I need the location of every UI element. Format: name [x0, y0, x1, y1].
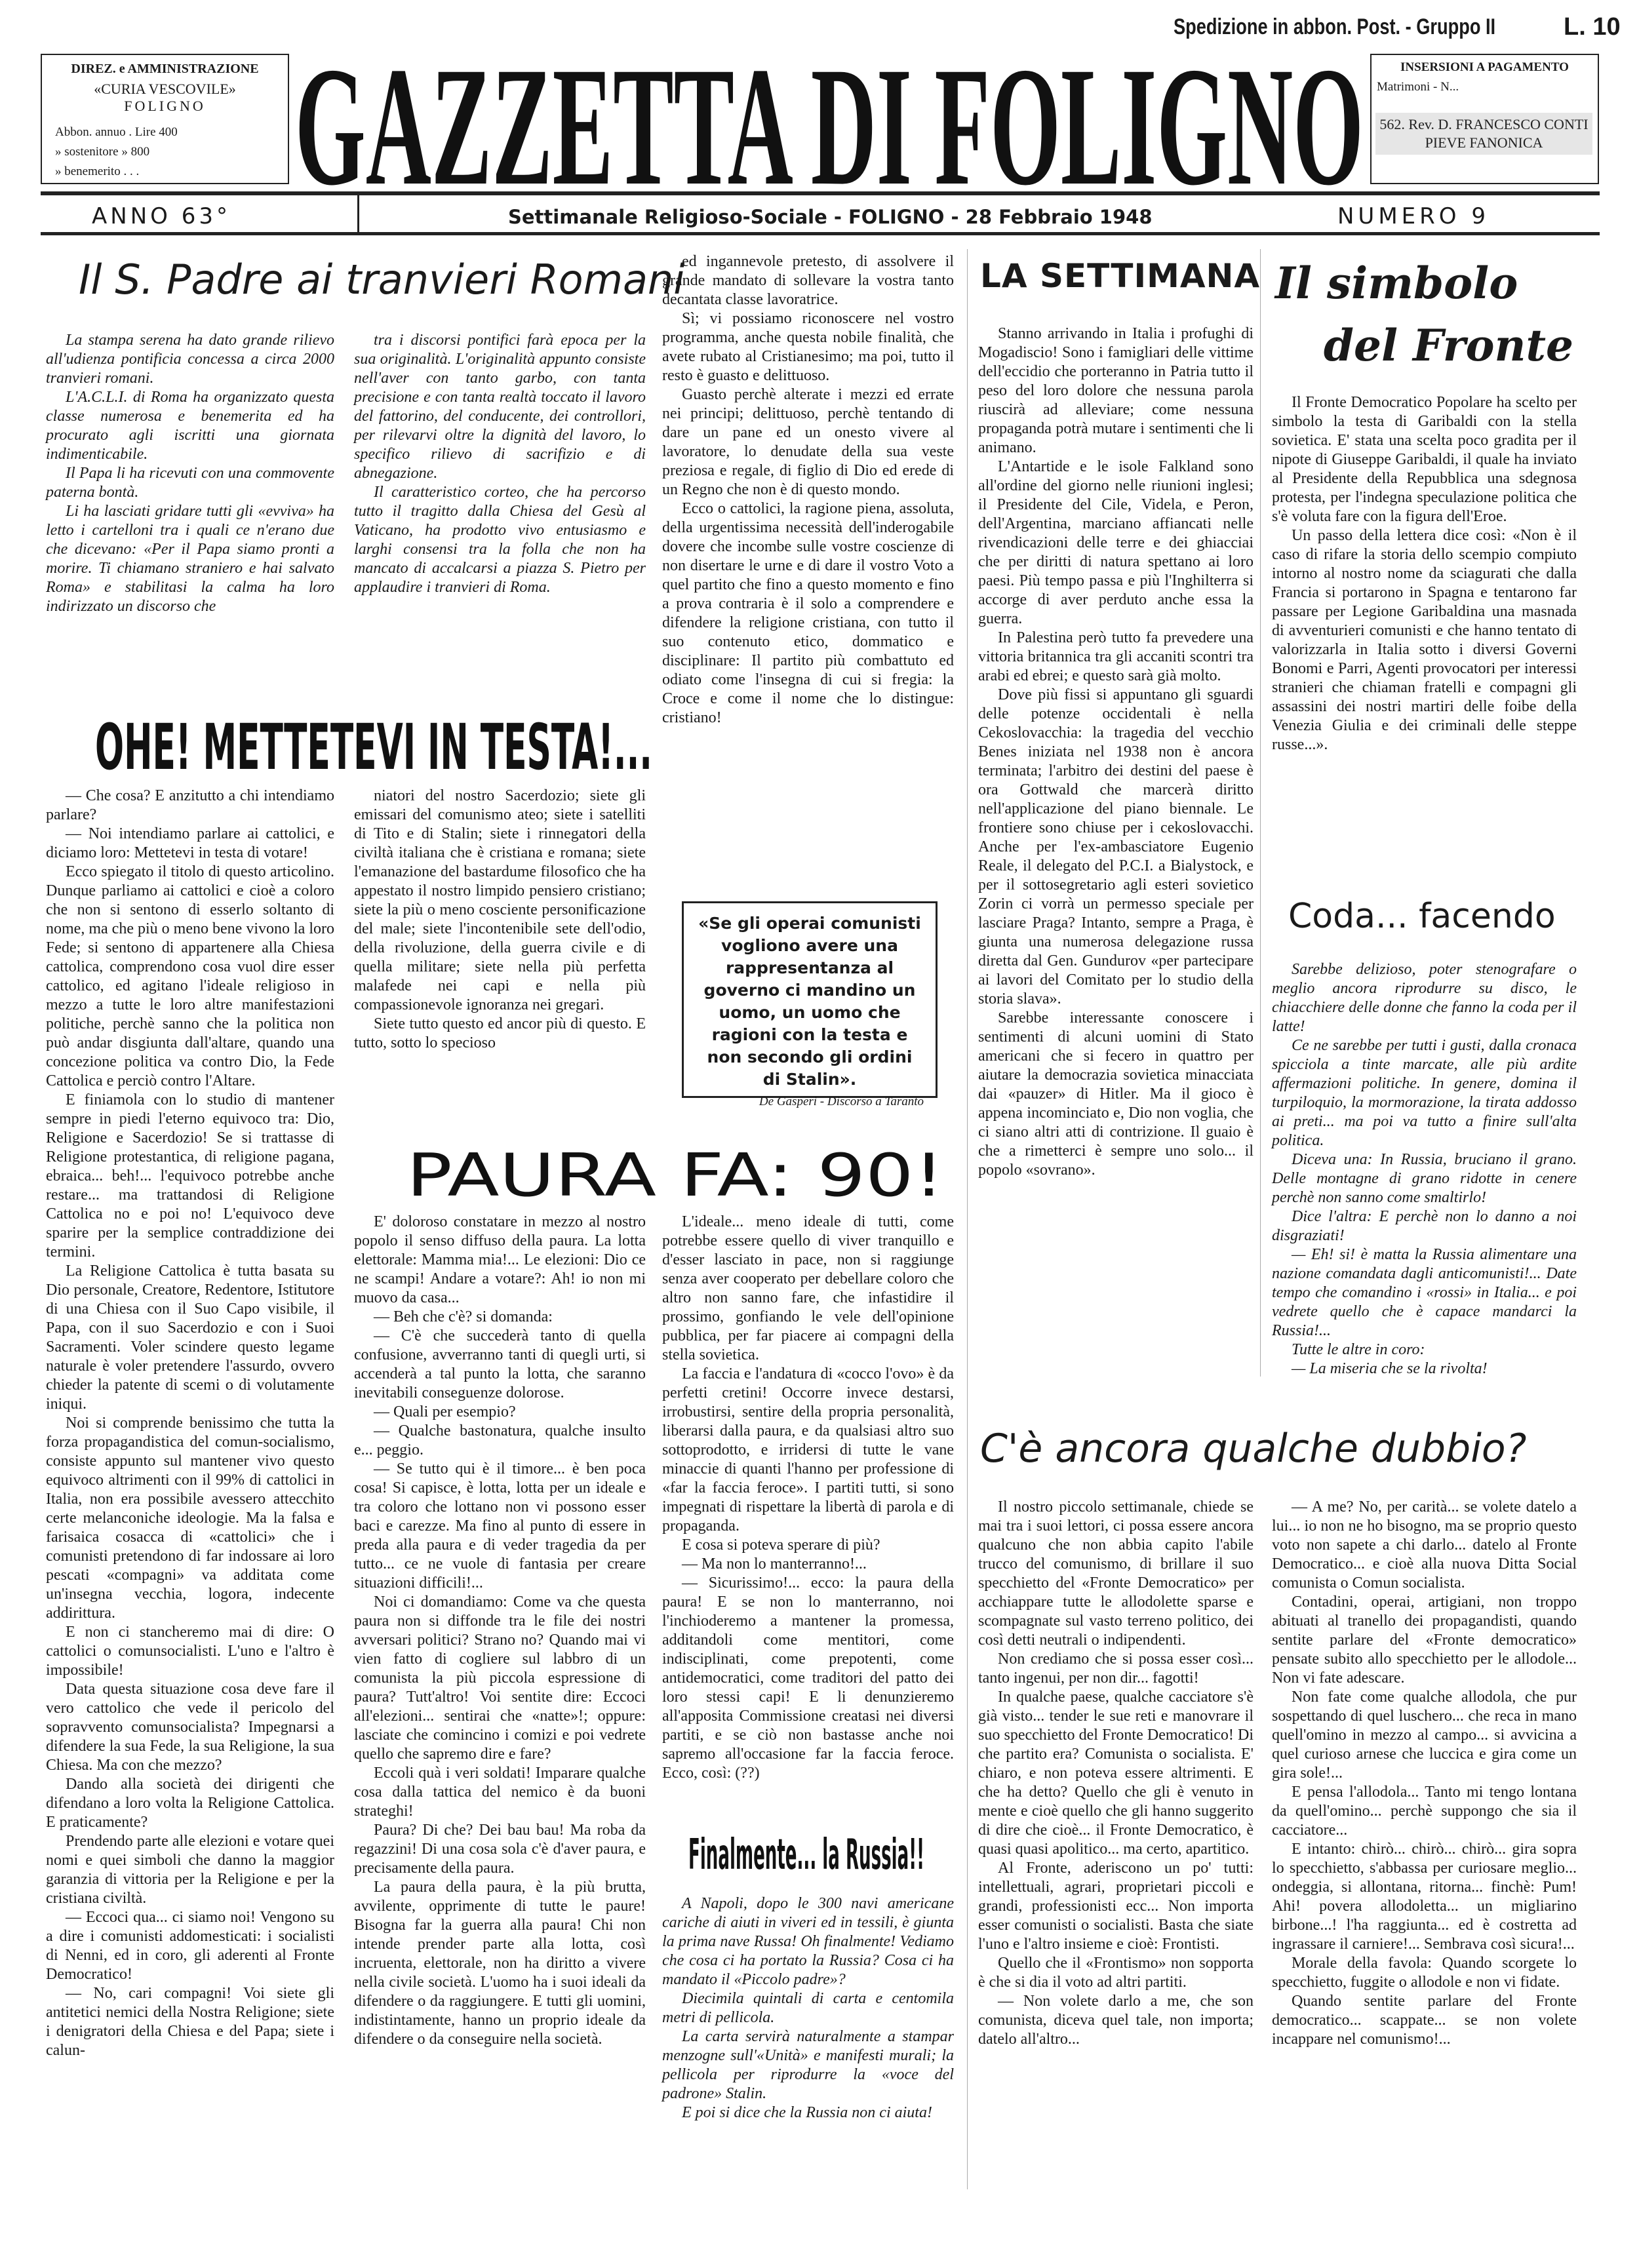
paragraph: E cosa si poteva sperare di più?	[682, 1536, 880, 1554]
paragraph: E finiamola con lo studio di mantener sempre in piedi l'eterno equivoco tra: Dio, Religione e Sacerdozio! Se si trattasse di Religione protestantica, di religione pagana, ebraica... beh!... l'equivoco potrebbe anche restare... ma trattandosi di Religione Cattolica no e poi no! L'equivoco deve sparire per la semplice contraddizione dei termini.	[46, 1091, 334, 1261]
paragraph: niatori del nostro Sacerdozio; siete gli emissari del comunismo ateo; siete i satelliti di Tito e di Stalin; siete i rinnegatori della civiltà italiana che è cristiana e romana; siete l'emanazione del bastardume filosofico che ha appestato il nostro limpido pensiero cristiano; siete la più o meno cosciente personificazione del male; siete l'incontenibile sete dell'odio, della rivoluzione, della guerra civile e di quella militare; siete nella più perfetta malafede nei capi e nella più compassionevole ignoranza nei gregari.	[354, 787, 646, 1013]
paragraph: Al Fronte, aderiscono un po' tutti: intellettuali, agrari, proprietari piccoli e grandi, professionisti ecc... Non importa esser comunisti o socialisti. Basta che siate l'uno e l'altro insieme e cioè: Frontisti.	[978, 1860, 1254, 1953]
paragraph: Dando alla società dei dirigenti che difendano a loro volta la Religione Cattolica. E praticamente?	[46, 1776, 334, 1831]
paragraph: — Se tutto qui è il timore... è ben poca cosa! Si capisce, è lotta, lotta per un ideale e tra coloro che lottano non vi possono esser baci e carezze. Ma fino al punto di essere in preda alla paura e di veder tragedia da per tutto... ce ne vuole di fantasia per creare situazioni difficili!...	[354, 1460, 646, 1592]
article-ohe-col3	[662, 252, 954, 728]
paragraph: Il Papa li ha ricevuti con una commovente paterna bontà.	[46, 465, 334, 501]
article-title-simbolo-line2: del Fronte	[1323, 320, 1573, 371]
quote-text: «Se gli operai comunisti vogliono avere una rappresentanza al governo ci mandino un uomo, un uomo che ragioni con la testa e non secondo gli ordini di Stalin».	[698, 914, 921, 1089]
article-simbolo-body	[1272, 393, 1577, 754]
article-title-paura-text: PAURA FA: 90!	[406, 1141, 944, 1203]
paragraph: — Eccoci qua... ci siamo noi! Vengono su a dire i comunisti addomesticati: i socialisti di Nenni, ed in coro, gli aderenti al Fronte Democratico!	[46, 1909, 334, 1983]
paragraph: — Sicurissimo!... ecco: la paura della paura! E se non lo manterranno, noi l'inchioderemo a mantener la promessa, additandoli come mentitori, come indisciplinati, come prepotenti, come antidemocratici, come traditori del patto dei loro stessi capi! E li denunzieremo all'apposita Commissione creatasi nei diversi partiti, e se ciò non bastasse anche noi sapremo all'occasione far la faccia feroce. Ecco, così: (??)	[662, 1574, 954, 1782]
postage-note: Spedizione in abbon. Post. - Gruppo II	[1174, 14, 1496, 39]
article-ohe-col1	[46, 787, 334, 2060]
paragraph: La stampa serena ha dato grande rilievo all'udienza pontificia concessa a circa 2000 tranvieri romani.	[46, 332, 334, 387]
paragraph: E non ci stancheremo mai di dire: O cattolici o comunsocialisti. L'uno e l'altro è impossibile!	[46, 1624, 334, 1679]
paragraph: Ecco o cattolici, la ragione piena, assoluta, della urgentissima necessità dell'inderogabile dovere che incombe sulle vostre coscienze di non disertare le urne e di dare il vostro Voto a quel partito che fino a questo momento e fino a prova contraria è il solo a comprendere e difendere la religione cristiana, con tutto il suo contenuto etico, dommatico e disciplinare: Il partito più combattuto ed odiato come l'insegna di cui si fregia: la Croce e come il nome che lo distingue: cristiano!	[662, 500, 954, 726]
paragraph: Quello che il «Frontismo» non sopporta è che si dia il voto ad altri partiti.	[978, 1955, 1254, 1991]
paragraph: Non crediamo che si possa esser così... tanto ingenui, per non dir... fagotti!	[978, 1651, 1254, 1687]
paragraph: Li ha lasciati gridare tutti gli «evviva» ha letto i cartelloni tra i quali ce n'erano due che dicevano: «Per il Papa siamo pronti a morire. Ti chiamano straniero e hai salvato Roma» e stabilitasi la calma ha loro indirizzato un discorso che	[46, 503, 334, 615]
column-separator	[967, 249, 968, 2189]
ads-line: Matrimoni - N...	[1377, 80, 1459, 94]
paragraph: — C'è che succederà tanto di quella confusione, avverranno tanti di quegli urti, si accenderà a tal punto la lotta, che saranno inevitabili conseguenze dolorose.	[354, 1327, 646, 1401]
paragraph: Un passo della lettera dice così: «Non è il caso di rifare la storia dello scempio compiuto intorno al nostro nome da sciagurati che dalla Francia si portarono in Spagna e tentarono far passare per Legione Garibaldina una masnada di avventurieri comunisti e che hanno tentato di valorizzarla in Italia sotto i diversi Governi Bonomi e Parri, Agenti provocatori per interessi stranieri che chiaman fratelli e compagni gli assassini dei nostri martiri delle foibe della Venezia Giulia e dei criminali delle steppe russe...».	[1272, 527, 1577, 753]
paragraph: Prendendo parte alle elezioni e votare quei nomi e quei simboli che danno la maggior garanzia di vittoria per la Religione e per la cristiana civiltà.	[46, 1833, 334, 1907]
paragraph: La Religione Cattolica è tutta basata su Dio personale, Creatore, Redentore, Istitutore di una Chiesa con il Suo Capo visibile, il Papa, con il suo Sacerdozio e con i Suoi Sacramenti. Voler scindere questo legame naturale è voler pretendere l'assurdo, ovvero chieder la patente di scemi o di volutamente iniqui.	[46, 1262, 334, 1413]
article-title-settimana: LA SETTIMANA	[980, 257, 1261, 295]
paragraph: Ce ne sarebbe per tutti i gusti, dalla cronaca spicciola a tinte marcate, alle più ardite affermazioni politiche. In genere, domina il turpiloquio, la mormorazione, la tirata addosso ai preti... ma poi va tutto a finire sull'alta politica.	[1272, 1037, 1577, 1149]
paragraph: Il caratteristico corteo, che ha percorso tutto il tragitto dalla Chiesa del Gesù al Vaticano, ha prodotto vivo entusiasmo e larghi consensi tra la folla che non ha mancato di accalcarsi a piazza S. Pietro per applaudire i tranvieri di Roma.	[354, 484, 646, 596]
paragraph: — Qualche bastonatura, qualche insulto e... peggio.	[354, 1422, 646, 1458]
paragraph: Sarebbe interessante conoscere i sentimenti di alcuni uomini di Stato americani che si fecero in quattro per aiutare la democrazia sovietica minacciata dai «pauzer» di Hitler. Ma il gioco è appena incominciato e, Dio non voglia, che ci siano altri atti di contrizione. Il guaio è che a rimetterci è sempre uno solo... il popolo «sovrano».	[978, 1009, 1254, 1179]
paragraph: — Che cosa? E anzitutto a chi intendiamo parlare?	[46, 787, 334, 823]
paragraph: L'A.C.L.I. di Roma ha organizzato questa classe numerosa e benemerita ed ha procurato agli iscritti una giornata indimenticabile.	[46, 389, 334, 463]
paragraph: E poi si dice che la Russia non ci aiuta!	[682, 2104, 932, 2121]
article-title-ohe	[95, 711, 652, 777]
paragraph: Eccoli quà i veri soldati! Imparare qualche cosa dalla tattica del nemico è da buoni strateghi!	[354, 1765, 646, 1820]
article-padre-col2	[354, 331, 646, 597]
article-coda-body	[1272, 960, 1577, 1378]
issue-number: NUMERO 9	[1337, 203, 1490, 229]
paragraph: L'Antartide e le isole Falkland sono all'ordine del giorno nelle riunioni inglesi; il Presidente del Cile, Videla, e Peron, dell'Argentina, marciano affiancati nelle rivendicazioni delle terre e dei ghiacciai che per diritti di natura spettano ai loro paesi. Più tempo passa e più l'Inghilterra si accorge di aver perduto anche essa la guerra.	[978, 458, 1254, 627]
subscription-annual: Abbon. annuo . Lire 400	[55, 125, 178, 139]
paragraph: La paura della paura, è la più brutta, avvilente, opprimente di tutte le paure! Bisogna far la guerra alla paura! Chi non intende prender parte alla lotta, così incruenta, elettorale, non ha diritto a vivere nella civile società. L'uomo ha i suoi ideali da difendere o da raggiungere. E tutti gli uomini, indistintamente, hanno un proprio ideale da difendere o da conseguire nella società.	[354, 1879, 646, 2048]
paragraph: — Beh che c'è? si domanda:	[374, 1308, 553, 1325]
paragraph: La carta servirà naturalmente a stampar menzogne sull'«Unità» e manifesti murali; la pellicola per riprodurre la «voce del padrone» Stalin.	[662, 2028, 954, 2102]
paragraph: Diecimila quintali di carta e centomila metri di pellicola.	[662, 1990, 954, 2026]
paragraph: La faccia e l'andatura di «cocco l'ovo» è da perfetti cretini! Occorre invece destarsi, irrobustirsi, sentire della propria personalità, liberarsi dalla paura, e da qualsiasi altro suo sottoprodotto, e irridersi di tutte le vane minaccie di quanti l'hanno per professione di «far la faccia feroce». I partiti tutti, si sono impegnati di rispettare la libertà di parola e di propaganda.	[662, 1365, 954, 1535]
paragraph: Il nostro piccolo settimanale, chiede se mai tra i suoi lettori, ci possa essere ancora qualcuno che non abbia capito l'abile trucco del comunismo, di brillare il suo specchietto del «Fronte Democratico» per acchiappare tutte le allodolette sparse e scompagnate sul vasto terreno politico, dei così detti neutrali o indipendenti.	[978, 1498, 1254, 1649]
paragraph: Sarebbe delizioso, poter stenografare o meglio ancora riprodurre su disco, le chiacchiere delle donne che fanno la coda per il latte!	[1272, 961, 1577, 1035]
masthead-title	[295, 52, 1364, 190]
article-title-paura	[406, 1141, 944, 1203]
paragraph: Sì; vi possiamo riconoscere nel vostro programma, anche questa nobile finalità, che avete rubato al Cristianesimo; ma poi, tutto il resto è guasto e delittuoso.	[662, 310, 954, 384]
address-label-name: 562. Rev. D. FRANCESCO CONTI	[1379, 116, 1589, 132]
year-label: ANNO 63°	[92, 203, 231, 229]
article-settimana-body	[978, 324, 1254, 1180]
article-russia-body	[662, 1894, 954, 2122]
paragraph: L'ideale... meno ideale di tutti, come potrebbe essere quello di viver tranquillo e d'esser lasciato in pace, non si raggiunge senza aver cooperato per debellare coloro che altro non sanno fare, che infastidire il prossimo, gonfiando le vele dell'opinione pubblica, per far piacere ai compagni della stella sovietica.	[662, 1213, 954, 1363]
paragraph: — A me? No, per carità... se volete datelo a lui... io non ne ho bisogno, ma se proprio questo voto non sapete a chi darlo... datelo al Fronte Democratico... e cioè alla nuova Ditta Social comunista o Comun socialista.	[1272, 1498, 1577, 1592]
paragraph: — Quali per esempio?	[374, 1403, 516, 1420]
paragraph: — No, cari compagni! Voi siete gli antitetici nemici della Nostra Religione; siete i denigratori della Chiesa e del Papa; siete i calun-	[46, 1985, 334, 2059]
header-rule-top	[41, 191, 1600, 195]
article-title-dubbio: C'è ancora qualche dubbio?	[980, 1426, 1527, 1472]
paragraph: Siete tutto questo ed ancor più di questo. E tutto, sotto lo specioso	[354, 1015, 646, 1051]
paragraph: Noi ci domandiamo: Come va che questa paura non si diffonde tra le file dei nostri avversari politici? Strano no? Quando mai vi vien fatto di cogliere sul labbro di un comunista la più piccola espressione di paura? Tutt'altro! Voi sentite dire: Eccoci all'elezioni... sentirai che «natte»!; oppure: lasciate che comincino i comizi e poi vedrete quello che sapremo dire e fare?	[354, 1593, 646, 1763]
quote-box	[682, 901, 938, 1108]
paragraph: Tutte le altre in coro:	[1292, 1341, 1425, 1358]
paragraph: In qualche paese, qualche cacciatore s'è già visto... tender le sue reti e manovrare il suo specchietto del Fronte Democratico! Di che partito era? Comunista o socialista. E' chiaro, e non poteva essere altrimenti. E che ha detto? Quello che gli è venuto in mente e cioè quello che gli hanno suggerito di dire che cioè... il Fronte Democratico, è quasi quasi apolitico... ma certo, apartitico.	[978, 1689, 1254, 1858]
paragraph: Ecco spiegato il titolo di questo articolino. Dunque parliamo ai cattolici e cioè a coloro che non si sentono di esserlo soltanto di nome, ma che più o meno bene vivono la loro Fede; si sentono di appartenere alla Chiesa cattolica, comprendono cosa vuol dire esser cattolico, ed agitano l'ideale religioso in mezzo a tutte le loro altre manifestazioni politiche, perchè sanno che la politica non può andar disgiunta dall'altare, quando una concezione politica va contro Dio, la Fede Cattolica e perciò contro l'Altare.	[46, 863, 334, 1089]
header-divider	[357, 195, 359, 232]
paragraph: Dove più fissi si appuntano gli sguardi delle potenze occidentali è nella Cekoslovacchia: la tragedia del vecchio Benes iniziata nel 1938 non è ancora terminata; l'arbitro dei destini del paese è ora Gottwald che marcerà diritto nell'applicazione del piano biennale. Le frontiere sono chiuse per i cekoslovacchi. Anche per l'ex-ambasciatore Eugenio Reale, il delegato del P.C.I. a Bialystock, e per il sottosegretario agli esteri sovietico Zorin ci vorrà un permesso speciale per lasciare Praga? Intanto, sempre a Praga, è giunta una numerosa delegazione russa diretta dal Gen. Gundurov «per partecipare ai lavori del Comitato per lo studio della storia slava».	[978, 686, 1254, 1007]
subscription-benefactor: » benemerito . . .	[55, 165, 140, 178]
paragraph: Paura? Di che? Dei bau bau! Ma roba da regazzini! Di una cosa sola c'è d'aver paura, e precisamente della paura.	[354, 1822, 646, 1877]
paragraph: Noi si comprende benissimo che tutta la forza propagandistica del comun-socialismo, consiste appunto sul mantener vivo questo equivoco altrimenti con il 99% di cattolici in Italia, non era possibile avessero attecchito certe melanconiche ideologie. Ma la falsa e farisaica cosacca di «cattolici» che i comunisti pretendono di far indossare ai loro pescati «compagni» va additata come un'insegna vecchia, logora, indecente addirittura.	[46, 1415, 334, 1622]
city-label: FOLIGNO	[124, 98, 206, 114]
curia-label: «CURIA VESCOVILE»	[94, 81, 236, 97]
article-title-padre: Il S. Padre ai tranvieri Romani	[79, 256, 685, 303]
paragraph: A Napoli, dopo le 300 navi americane cariche di aiuti in viveri ed in tessili, è giunta la prima nave Russa! Oh finalmente! Vediamo che cosa ci ha portato la Russia? Cosa ci ha mandato il «Piccolo padre»?	[662, 1895, 954, 1988]
article-title-ohe-text: OHE! METTETEVI IN TESTA!...	[95, 711, 652, 777]
subscription-supporter: » sostenitore » 800	[55, 145, 150, 159]
article-title-russia-text: Finalmente... la Russia!!	[688, 1831, 924, 1878]
price: L. 10	[1564, 13, 1621, 41]
quote-attribution: De Gasperi - Discorso a Taranto	[759, 1095, 924, 1108]
administration-heading: DIREZ. e AMMINISTRAZIONE	[71, 62, 259, 76]
paragraph: — La miseria che se la rivolta!	[1292, 1360, 1488, 1377]
address-label	[1375, 113, 1592, 155]
paragraph: Morale della favola: Quando scorgete lo specchietto, fuggite o allodole e non vi fidate.	[1272, 1955, 1577, 1991]
paragraph: Data questa situazione cosa deve fare il vero cattolico che vede il pericolo del sopravvento comunsocialista? Impegnarsi a difendere la sua Fede, la sua Religione, la sua Chiesa. Ma con che mezzo?	[46, 1681, 334, 1774]
paragraph: — Ma non lo manterranno!...	[682, 1555, 867, 1573]
subtitle: Settimanale Religioso-Sociale - FOLIGNO - 28 Febbraio 1948	[508, 206, 1153, 228]
paragraph: Diceva una: In Russia, bruciano il grano. Delle montagne di grano ridotte in cenere perchè non sanno come smaltirlo!	[1272, 1151, 1577, 1206]
administration-box	[41, 54, 289, 184]
article-dubbio-col4	[978, 1498, 1254, 2049]
paragraph: Stanno arrivando in Italia i profughi di Mogadiscio! Sono i famigliari delle vittime dell'eccidio che porteranno in Patria tutto il peso del loro dolore che nessuna parola riuscirà ad alleviare; come nessuna propaganda potrà mutare i sentimenti che li animano.	[978, 325, 1254, 456]
paragraph: — Eh! si! è matta la Russia alimentare una nazione comandata dagli anticomunisti!... Date tempo che comandino i «rossi» in Italia... e poi vedrete quello che è capace mandarci la Russia!...	[1272, 1246, 1577, 1339]
column-separator	[1260, 249, 1261, 1377]
header-rule-bottom	[41, 232, 1600, 235]
article-title-simbolo	[1275, 252, 1573, 377]
address-label-place: PIEVE FANONICA	[1425, 134, 1543, 151]
paragraph: — Non volete darlo a me, che son comunista, diceva quel tale, non importa; datelo all'altro...	[978, 1993, 1254, 2048]
article-paura-col3	[662, 1213, 954, 1783]
article-title-russia	[688, 1826, 924, 1878]
ads-heading: INSERSIONI A PAGAMENTO	[1400, 60, 1569, 74]
paragraph: Contadini, operai, artigiani, non troppo abituati al tranello dei propagandisti, quando sentite parlare del «Fronte democratico» pensate subito allo specchietto per le allodole... Non vi fate adescare.	[1272, 1593, 1577, 1687]
article-title-coda: Coda... facendo	[1288, 897, 1556, 936]
masthead-title-text: GAZZETTA DI FOLIGNO	[295, 52, 1364, 190]
paragraph: Il Fronte Democratico Popolare ha scelto per simbolo la testa di Garibaldi con la stella sovietica. E' stata una scelta poco gradita per il nipote di Giuseppe Garibaldi, il quale ha inviato al Presidente della Repubblica una sdegnosa protesta, per l'indegna speculazione politica che s'è voluta fare con la figura dell'Eroe.	[1272, 394, 1577, 525]
paragraph: tra i discorsi pontifici farà epoca per la sua originalità. L'originalità appunto consiste nell'aver con tanto garbo, con tanta precisione e con tanta realtà toccato il lavoro del fattorino, del conducente, dei controllori, per rilevarvi oltre la dignità del lavoro, lo specifico rilievo di sacrifizio e di abnegazione.	[354, 332, 646, 482]
paragraph: E' doloroso constatare in mezzo al nostro popolo il senso diffuso della paura. La lotta elettorale: Mamma mia!... Le elezioni: Dio ce ne scampi! Andare a votare?: Ah! io non mi muovo da casa...	[354, 1213, 646, 1306]
paragraph: E pensa l'allodola... Tanto mi tengo lontana da quell'omino... perchè suppongo che sia il cacciatore...	[1272, 1784, 1577, 1839]
paragraph: — Noi intendiamo parlare ai cattolici, e diciamo loro: Mettetevi in testa di votare!	[46, 825, 334, 861]
paragraph: E intanto: chirò... chirò... chirò... gira sopra lo specchietto, s'abbassa per curiosare meglio... ondeggia, si allontana, ritorna... finchè: Pum! Ahi! povera allodoletta... un migliarino birbone...! l'ha raggiunta... ed è costretta ad ingrassare il carniere!... Sembrava così sicura!...	[1272, 1841, 1577, 1953]
article-padre-col1	[46, 331, 334, 616]
article-dubbio-col5	[1272, 1498, 1577, 2049]
paragraph: In Palestina però tutto fa prevedere una vittoria britannica tra gli accaniti scontri tra arabi ed ebrei; e questo sarà già molto.	[978, 629, 1254, 684]
article-ohe-col2	[354, 787, 646, 1053]
paragraph: ed ingannevole pretesto, di assolvere il grande mandato di sollevare la vostra tanto decantata classe lavoratrice.	[662, 253, 954, 308]
paragraph: Dice l'altra: E perchè non lo danno a noi disgraziati!	[1272, 1208, 1577, 1244]
article-paura-col2	[354, 1213, 646, 2049]
paragraph: Non fate come qualche allodola, che pur sospettando di quel luschero... che reca in mano quell'omino in mezzo al campo... si avvicina a quel curioso arnese che luccica e gira come un gira sole!...	[1272, 1689, 1577, 1782]
paragraph: Guasto perchè alterate i mezzi ed errate nei principi; delittuoso, perchè tentando di dare un pane ed un onesto vivere al lavoratore, lo denudate della sua veste preziosa e regale, di figlio di Dio ed erede di un Regno che non è di questo mondo.	[662, 386, 954, 498]
article-title-simbolo-line1: Il simbolo	[1275, 258, 1518, 309]
paragraph: Quando sentite parlare del Fronte democratico... scappate... se non volete incappare nel comunismo!...	[1272, 1993, 1577, 2048]
